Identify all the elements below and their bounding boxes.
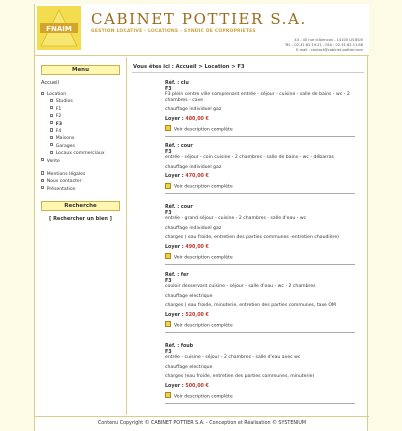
listing-loyer: Loyer : 500,00 € xyxy=(165,383,209,389)
info-links xyxy=(41,171,126,193)
listing-type: F3 xyxy=(165,278,172,284)
address: 43 - 45 rue d'Alencon - 14100 LISIEUX xyxy=(294,38,363,42)
phones: Tél. : 02.31.62.19.21 - FAX : 02.31.62.11.88 xyxy=(284,43,363,47)
view-description-link[interactable]: Voir description complète xyxy=(165,183,365,190)
listing-divider xyxy=(165,264,355,265)
listing-extra: charges ( eau froide, entretien des parties communes -entretien chaudière) xyxy=(165,235,339,241)
listing-price: 490,00 € xyxy=(185,244,209,250)
listing-description: couloir desservant cuisine - séjour - salle d'eau - wc - 2 chambres xyxy=(165,284,316,290)
listing-item xyxy=(165,81,365,137)
listing-type: F3 xyxy=(165,349,172,355)
bullet-square-icon xyxy=(41,179,44,182)
listing-item xyxy=(165,273,365,333)
view-description-link[interactable]: Voir description complète xyxy=(165,126,365,133)
listing-divider xyxy=(165,332,355,333)
listing-divider xyxy=(165,193,355,194)
listing-extra: chauffage individuel gaz xyxy=(165,225,222,231)
listing-type: F3 xyxy=(165,86,172,92)
listing-ref: Réf. : cour xyxy=(165,205,193,210)
document-icon xyxy=(165,183,171,189)
breadcrumb-divider xyxy=(132,72,364,73)
listing-type: F3 xyxy=(165,210,172,216)
listing-extra: chauffage individuel gaz xyxy=(165,107,222,113)
sidebar xyxy=(35,57,127,415)
brand-name: CABINET POTTIER S.A. xyxy=(91,10,307,28)
tagline: GESTION LOCATIVE - LOCATIONS - SYNDIC DE COPROPRIETES xyxy=(91,29,256,34)
bullet-square-icon xyxy=(50,106,53,109)
listing-description: F3 plein centre ville comprenant entrée - séjour - cuisine - salle de bains - wc - 2 chambres - cave xyxy=(165,92,350,103)
menu-list xyxy=(41,91,126,165)
listing-loyer: Loyer : 520,00 € xyxy=(165,312,209,318)
svg-text:FNAIM: FNAIM xyxy=(46,24,72,33)
menu-title: Menu xyxy=(41,65,120,75)
listing-divider xyxy=(165,136,355,137)
menu-item-garages[interactable]: Garages xyxy=(41,143,126,150)
listing-extra: chauffage electrique xyxy=(165,364,213,370)
page-container xyxy=(34,4,368,431)
bullet-square-icon xyxy=(50,143,53,146)
listing-item xyxy=(165,344,365,404)
breadcrumb: Vous êtes ici : Accueil > Location > F3 xyxy=(133,64,245,70)
menu-item-f1[interactable]: F1 xyxy=(41,106,126,113)
link-mentions-legales[interactable]: Mentions légales xyxy=(41,171,126,178)
listing-ref: Réf. : fer xyxy=(165,273,189,278)
listing-description: entrée - cuisine - séjour - 2 chambres - salle d'eau avec wc xyxy=(165,355,301,361)
bullet-square-icon xyxy=(41,186,44,189)
menu-item-maisons[interactable]: Maisons xyxy=(41,135,126,142)
view-description-link[interactable]: Voir description complète xyxy=(165,393,365,400)
site-footer: Contenu Copyright © CABINET POTTIER S.A. - Conception et Réalisation © SYSTENIUM xyxy=(35,416,369,431)
listing-extra: charges (eau froide, entretien des parties communes, minuterie) xyxy=(165,374,315,380)
bullet-square-icon xyxy=(41,158,44,161)
bullet-square-icon xyxy=(50,136,53,139)
link-nous-contacter[interactable]: Nous contacter xyxy=(41,178,126,185)
listing-loyer: Loyer : 470,00 € xyxy=(165,174,209,180)
bullet-square-icon xyxy=(50,99,53,102)
document-icon xyxy=(165,253,171,259)
listing-type: F3 xyxy=(165,149,172,155)
bullet-square-icon xyxy=(41,171,44,174)
document-icon xyxy=(165,392,171,398)
listing-price: 500,00 € xyxy=(185,383,209,389)
view-description-link[interactable]: Voir description complète xyxy=(165,254,365,261)
search-title: Recherche xyxy=(41,201,120,211)
document-icon xyxy=(165,321,171,327)
listing-description: entrée - séjour - coin cuisine - 2 chambres - salle de bains - wc - débarras xyxy=(165,155,334,161)
site-header xyxy=(35,4,369,56)
fnaim-logo[interactable] xyxy=(37,6,81,50)
listing-divider xyxy=(165,403,355,404)
menu-item-accueil[interactable]: Accueil xyxy=(41,80,59,86)
listing-ref: Réf. : foub xyxy=(165,344,194,349)
contact-info xyxy=(285,38,363,53)
listing-item xyxy=(165,144,365,194)
email-link[interactable]: E-mail : contact@cabinet-pottier.com xyxy=(296,48,363,52)
listing-price: 470,00 € xyxy=(185,174,209,180)
listing-extra: charges ( eau froide, minuterie, entretien des parties communes, taxe OM xyxy=(165,303,336,309)
listing-description: entrée - grand séjour - cuisine - 2 chambres - salle d'eau - wc xyxy=(165,216,307,222)
listing-loyer: Loyer : 480,00 € xyxy=(165,116,209,122)
menu-item-studios[interactable]: Studios xyxy=(41,98,126,105)
listing-item xyxy=(165,205,365,265)
menu-item-f2[interactable]: F2 xyxy=(41,113,126,120)
menu-item-location[interactable]: Location xyxy=(41,91,126,98)
search-link[interactable]: [ Rechercher un bien ] xyxy=(49,216,112,223)
listing-price: 480,00 € xyxy=(185,116,209,122)
link-presentation[interactable]: Présentation xyxy=(41,186,126,193)
document-icon xyxy=(165,125,171,131)
main-content xyxy=(128,57,369,415)
listing-ref: Réf. : cour xyxy=(165,144,193,149)
listing-loyer: Loyer : 490,00 € xyxy=(165,244,209,250)
bullet-square-icon xyxy=(41,92,44,95)
bullet-square-icon xyxy=(50,128,53,131)
menu-item-f3[interactable]: F3 xyxy=(41,121,126,128)
listing-price: 520,00 € xyxy=(185,312,209,318)
bullet-square-icon xyxy=(50,151,53,154)
menu-item-vente[interactable]: Vente xyxy=(41,158,126,165)
menu-item-f4[interactable]: F4 xyxy=(41,128,126,135)
listing-extra: chauffage individuel gaz xyxy=(165,164,222,170)
view-description-link[interactable]: Voir description complète xyxy=(165,322,365,329)
listing-ref: Réf. : clu xyxy=(165,81,189,86)
bullet-square-icon xyxy=(50,114,53,117)
bullet-square-icon xyxy=(50,121,53,124)
menu-item-locaux-commerciaux[interactable]: Locaux commerciaux xyxy=(41,150,126,157)
listing-extra: chauffage electrique xyxy=(165,293,213,299)
